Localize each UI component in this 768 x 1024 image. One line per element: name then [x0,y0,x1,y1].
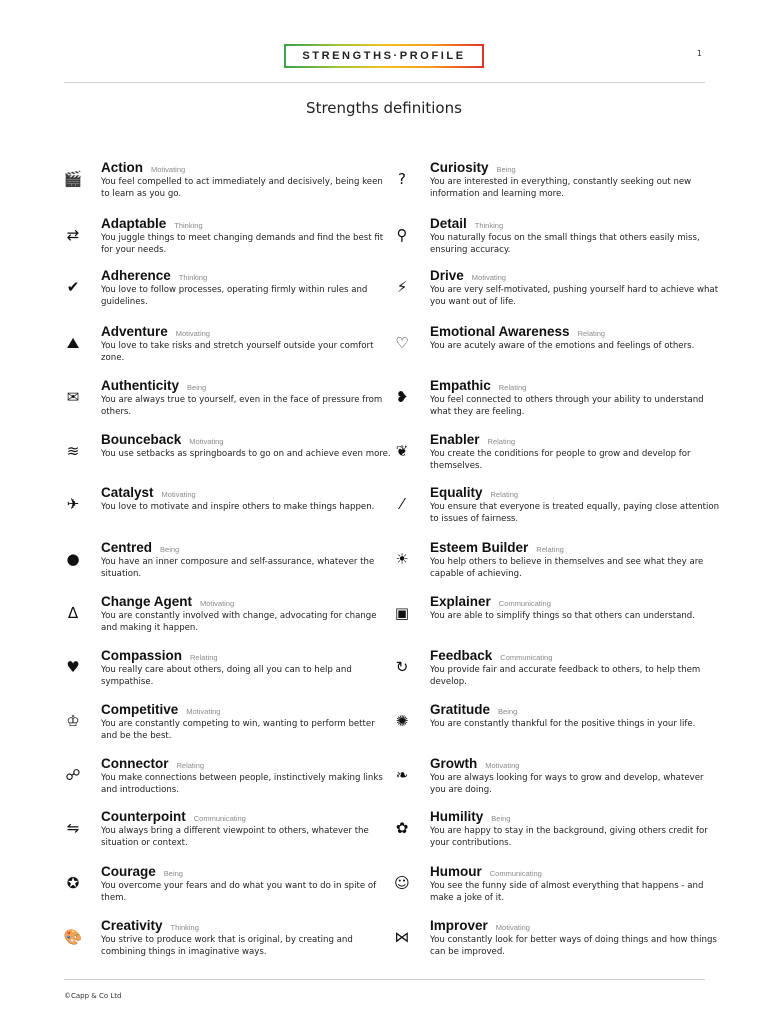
lightbulb-icon: ☀ [395,549,409,568]
strength-description: You always bring a different viewpoint to others, whatever the situation or context. [101,826,369,848]
question-bubble-icon: ? [398,169,406,188]
heart-hands-icon: ♥ [66,657,80,676]
strength-category: Relating [487,437,516,446]
strength-entry [101,432,391,461]
presentation-icon: ▣ [394,603,410,622]
strength-heading [101,216,391,232]
strength-name: Authenticity [101,378,180,393]
strength-entry [101,918,391,958]
strength-description: You make connections between people, instinctively making links and introductions. [101,773,383,795]
dot-icon: ● [66,549,80,568]
strength-heading [101,324,391,340]
strength-description: You are constantly thankful for the positive things in your life. [430,719,696,729]
strength-entry [101,540,391,580]
strength-heading [101,918,391,934]
leaf-icon: ❧ [395,765,409,784]
strength-category: Thinking [178,273,208,282]
network-icon: ☍ [65,765,81,784]
strength-entry [430,160,720,200]
strength-description: You have an inner composure and self-assurance, whatever the situation. [101,557,375,579]
strengths-profile-logo: STRENGTHS·PROFILE [284,44,484,68]
strength-description: You love to follow processes, operating firmly within rules and guidelines. [101,285,368,307]
strength-heading [101,864,391,880]
spring-icon: ≋ [66,441,80,460]
strength-entry [430,216,720,256]
strength-name: Action [101,160,143,175]
checkmark-circle-icon: ✔ [66,277,80,296]
strength-heading [430,756,720,772]
strength-description: You are happy to stay in the background, giving others credit for your contributions. [430,826,708,848]
strength-description: You naturally focus on the small things that others easily miss, ensuring accuracy. [430,233,700,255]
strength-heading [430,160,720,176]
strength-description: You are acutely aware of the emotions and feelings of others. [430,341,695,351]
page-title: Strengths definitions [306,99,462,117]
strength-heading [430,918,720,934]
strength-heading [101,268,391,284]
strength-name: Creativity [101,918,163,933]
strength-name: Humour [430,864,482,879]
strength-category: Motivating [161,490,196,499]
strength-category: Motivating [471,273,506,282]
strength-category: Being [491,814,511,823]
strength-description: You are constantly involved with change, advocating for change and making it happen. [101,611,377,633]
strength-description: You ensure that everyone is treated equally, paying close attention to issues of fairness. [430,502,720,524]
strength-entry [101,268,391,308]
strength-name: Improver [430,918,488,933]
strength-description: You love to motivate and inspire others to make things happen. [101,502,375,512]
envelope-icon: ✉ [66,387,80,406]
strength-name: Catalyst [101,485,154,500]
strength-description: You use setbacks as springboards to go on and achieve even more. [101,449,391,459]
strength-category: Thinking [170,923,199,932]
strength-category: Relating [536,545,564,554]
cycle-arrows-icon: ↻ [395,657,409,676]
strength-heading [101,540,391,556]
strength-entry [430,540,720,580]
strength-entry [430,268,720,308]
strength-category: Being [163,869,183,878]
strength-name: Compassion [101,648,183,663]
strength-heading [430,216,720,232]
strength-category: Motivating [175,329,210,338]
palette-icon: 🎨 [63,927,83,946]
strength-description: You help others to believe in themselves and see what they are capable of achieving. [430,557,704,579]
strength-entry [430,864,720,904]
magnifier-icon: ⚲ [396,225,408,244]
strength-heading [101,594,391,610]
strength-heading [430,702,720,718]
strength-name: Curiosity [430,160,489,175]
strength-name: Change Agent [101,594,192,609]
strength-description: You juggle things to meet changing demands and find the best fit for your needs. [101,233,384,255]
strength-description: You are always true to yourself, even in the face of pressure from others. [101,395,383,417]
strength-category: Motivating [485,761,520,770]
strength-category: Being [496,165,516,174]
page-number: 1 [696,49,702,58]
strength-category: Communicating [193,814,246,823]
flower-icon: ✿ [395,818,409,837]
strength-description: You are able to simplify things so that others can understand. [430,611,695,621]
strength-category: Being [498,707,518,716]
bow-icon: ⋈ [394,927,410,946]
strength-entry [430,756,720,796]
strength-name: Competitive [101,702,179,717]
strength-name: Bounceback [101,432,182,447]
strength-entry [101,864,391,904]
strength-name: Connector [101,756,169,771]
strength-name: Esteem Builder [430,540,529,555]
strength-name: Counterpoint [101,809,186,824]
strength-description: You strive to produce work that is original, by creating and combining things in imaginative ways. [101,935,353,957]
strength-category: Thinking [474,221,504,230]
strength-heading [430,378,720,394]
strength-entry [430,432,720,472]
slash-icon: ⁄ [400,494,404,513]
strength-entry [101,594,391,634]
heart-icon: ♡ [395,333,409,352]
header-divider [64,82,705,83]
strength-entry [101,485,391,514]
footer-divider [64,979,705,980]
strength-category: Communicating [498,599,551,608]
strength-description: You feel connected to others through your ability to understand what they are feeling. [430,395,704,417]
strength-entry [430,809,720,849]
strength-description: You provide fair and accurate feedback to others, to help them develop. [430,665,701,687]
strength-category: Relating [577,329,606,338]
strength-entry [430,594,720,623]
strength-description: You really care about others, doing all you can to help and sympathise. [101,665,352,687]
strength-category: Motivating [495,923,530,932]
strength-description: You are always looking for ways to grow and develop, whatever you are doing. [430,773,704,795]
strength-heading [430,432,720,448]
strength-name: Growth [430,756,478,771]
strength-heading [101,648,391,664]
strength-heading [430,485,720,501]
strength-entry [430,324,720,353]
strength-entry [101,324,391,364]
strength-name: Centred [101,540,153,555]
catalyst-icon: ✈ [66,494,80,513]
strength-name: Enabler [430,432,480,447]
strength-heading [101,485,391,501]
strength-category: Being [160,545,180,554]
strength-name: Courage [101,864,156,879]
strength-entry [101,809,391,849]
delta-icon: Δ [67,603,79,622]
strength-heading [430,594,720,610]
strength-category: Being [187,383,207,392]
strength-category: Communicating [500,653,553,662]
clapperboard-icon: 🎬 [63,169,83,188]
strength-name: Adaptable [101,216,167,231]
strength-category: Motivating [200,599,235,608]
strength-heading [101,756,391,772]
trophy-icon: ♔ [66,711,80,730]
strength-description: You constantly look for better ways of doing things and how things can be improved. [430,935,717,957]
strength-description: You overcome your fears and do what you want to do in spite of them. [101,881,377,903]
strength-name: Equality [430,485,483,500]
strength-entry [101,160,391,200]
strength-entry [430,378,720,418]
strength-name: Emotional Awareness [430,324,570,339]
strength-heading [101,809,391,825]
fan-icon: ✺ [395,711,409,730]
strength-entry [430,702,720,731]
strength-name: Detail [430,216,467,231]
strength-description: You see the funny side of almost everything that happens - and make a joke of it. [430,881,704,903]
strength-name: Drive [430,268,464,283]
strength-heading [101,160,391,176]
strength-name: Adherence [101,268,171,283]
strength-heading [101,378,391,394]
strength-description: You love to take risks and stretch yourself outside your comfort zone. [101,341,374,363]
strength-heading [430,648,720,664]
strength-description: You are constantly competing to win, wanting to perform better and be the best. [101,719,375,741]
arrows-icon: ⇋ [66,818,80,837]
strength-description: You are very self-motivated, pushing yourself hard to achieve what you want out of life. [430,285,719,307]
broken-heart-icon: ❥ [395,387,409,406]
strength-description: You are interested in everything, constantly seeking out new information and learning more. [430,177,692,199]
strength-entry [430,485,720,525]
strength-heading [430,540,720,556]
strength-name: Adventure [101,324,168,339]
mountain-icon: ⛰ [66,333,80,352]
strength-heading [101,702,391,718]
strength-name: Gratitude [430,702,491,717]
strength-category: Motivating [151,165,186,174]
seedling-icon: ❦ [395,441,409,460]
strength-description: You feel compelled to act immediately and decisively, being keen to learn as you go. [101,177,383,199]
strength-category: Relating [490,490,519,499]
strength-entry [101,756,391,796]
strength-name: Humility [430,809,484,824]
strength-name: Feedback [430,648,493,663]
medal-icon: ✪ [66,873,80,892]
strength-category: Relating [190,653,218,662]
strength-entry [430,918,720,958]
strength-category: Motivating [189,437,224,446]
strength-entry [430,648,720,688]
strength-entry [101,702,391,742]
strength-entry [101,216,391,256]
strength-heading [430,268,720,284]
strength-heading [430,809,720,825]
strength-category: Relating [176,761,205,770]
strength-name: Explainer [430,594,491,609]
strength-description: You create the conditions for people to grow and develop for themselves. [430,449,691,471]
lightning-icon: ⚡ [396,277,408,296]
strength-heading [430,864,720,880]
strength-category: Thinking [174,221,203,230]
strength-category: Relating [498,383,527,392]
strength-heading [101,432,391,448]
strength-name: Empathic [430,378,491,393]
strength-entry [101,648,391,688]
copyright: ©Capp & Co Ltd [64,992,122,1000]
strength-heading [430,324,720,340]
strength-category: Motivating [186,707,221,716]
adaptable-icon: ⇄ [66,225,80,244]
smiley-icon: ☺ [394,873,410,892]
strength-category: Communicating [489,869,542,878]
strength-entry [101,378,391,418]
